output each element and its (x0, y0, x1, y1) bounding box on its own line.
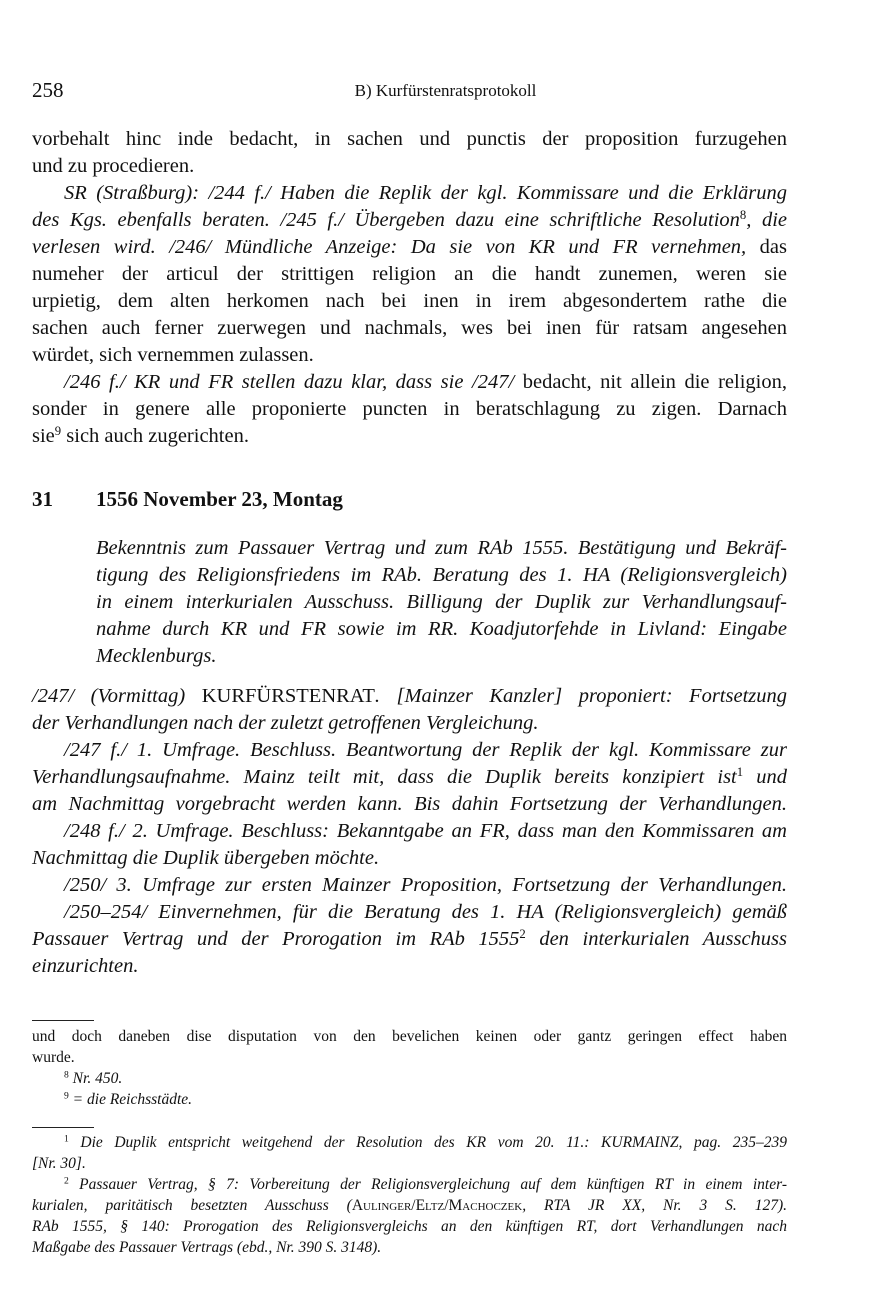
text-line (64, 180, 787, 207)
text-segment: würdet, sich vernemmen zulassen. (32, 344, 314, 366)
text-line (32, 288, 787, 315)
text-line (64, 818, 787, 845)
footnote-line (32, 1153, 787, 1174)
text-line (32, 396, 787, 423)
footnote-marker: 2 (64, 1175, 69, 1187)
text-segment: und zu procedieren. (32, 155, 195, 177)
footnote-line (64, 1174, 787, 1195)
text-line (32, 683, 787, 710)
text-segment: sachen auch ferner zuerwegen und nachmals, wes bei inen für ratsam angesehen (32, 317, 787, 339)
text-segment: /246 f./ KR und FR stellen dazu klar, dass sie /247/ (64, 371, 515, 393)
text-line (32, 764, 787, 791)
footnote-marker: 2 (519, 927, 526, 942)
text-segment: einzurichten. (32, 955, 139, 977)
text-segment: der Verhandlungen nach der zuletzt getroffenen Vergleichung. (32, 712, 539, 734)
text-segment: des Kgs. ebenfalls beraten. /245 f./ Übergeben dazu eine schriftliche Resolution (32, 209, 740, 231)
text-segment: Die Duplik entspricht weitgehend der Resolution des KR vom 20. 11.: KURMAINZ, pag. 235–239 (68, 1134, 787, 1151)
footnote-line (32, 1237, 787, 1258)
text-segment: Verhandlungsaufnahme. Mainz teilt mit, dass die Duplik bereits konzipiert ist (32, 766, 737, 788)
text-line (64, 899, 787, 926)
text-segment: /247 f./ 1. Umfrage. Beschluss. Beantwortung der Replik der kgl. Kommissare zur (64, 739, 787, 761)
text-segment: /248 f./ 2. Umfrage. Beschluss: Bekanntgabe an FR, dass man den Kommissaren am (64, 820, 787, 842)
text-segment: /247/ (Vormittag) (32, 685, 202, 707)
text-segment: sonder in genere alle proponierte puncten in beratschlagung zu zigen. Darnach (32, 398, 787, 420)
text-segment: KURFÜRSTENRAT (201, 685, 375, 707)
text-line (96, 562, 787, 589)
text-line (64, 369, 787, 396)
footnote-marker: 8 (64, 1069, 69, 1081)
footnote-line (32, 1195, 787, 1216)
text-line (32, 153, 787, 180)
text-line (96, 535, 787, 562)
page-number: 258 (32, 78, 64, 102)
text-segment: , die (746, 209, 787, 231)
section-title: 1556 November 23, Montag (96, 487, 343, 511)
text-segment: sie (32, 425, 55, 447)
text-segment: am Nachmittag vorgebracht werden kann. Bis dahin Fortsetzung der Verhandlungen. (32, 793, 787, 815)
text-line (32, 845, 787, 872)
text-segment: und doch daneben dise disputation von den bevelichen keinen oder gantz geringen effect haben (32, 1028, 787, 1045)
text-line (64, 872, 787, 899)
footnote-line (32, 1026, 787, 1047)
text-segment: Mecklenburgs. (96, 645, 217, 667)
footnote-marker: 9 (64, 1090, 69, 1102)
text-segment: tigung des Religionsfriedens im RAb. Beratung des 1. HA (Religionsvergleich) (96, 564, 787, 586)
text-segment: vorbehalt hinc inde bedacht, in sachen und punctis der proposition furzugehen (32, 128, 787, 150)
text-segment: [Nr. 30]. (32, 1155, 86, 1172)
text-segment: Passauer Vertrag, § 7: Vorbereitung der Religionsvergleichung auf dem künftigen RT in einem inter- (68, 1176, 787, 1193)
text-segment: den interkurialen Ausschuss (525, 928, 787, 950)
footnote-marker: 9 (54, 424, 62, 439)
text-segment: Maßgabe des Passauer Vertrags (ebd., Nr. 390 S. 3148). (32, 1239, 382, 1256)
text-segment: Passauer Vertrag und der Prorogation im RAb 1555 (32, 928, 520, 950)
text-segment: bedacht, nit allein die religion, (514, 371, 787, 393)
text-segment: und (743, 766, 787, 788)
text-segment: nahme durch KR und FR sowie im RR. Koadjutorfehde in Livland: Eingabe (96, 618, 787, 640)
footnote-marker: 1 (736, 765, 744, 780)
text-line (32, 926, 787, 953)
text-segment: /250/ 3. Umfrage zur ersten Mainzer Proposition, Fortsetzung der Verhandlungen. (64, 874, 787, 896)
text-segment: . [Mainzer Kanzler] proponiert: Fortsetzung (374, 685, 787, 707)
footnote-line (64, 1132, 787, 1153)
text-line (32, 342, 787, 369)
text-line (32, 710, 787, 737)
text-segment: SR (Straßburg): /244 f./ Haben die Replik der kgl. Kommissare und die Erklärung (64, 182, 787, 204)
footnote-line (32, 1216, 787, 1237)
text-line (96, 643, 787, 670)
text-line (32, 953, 787, 980)
footnote-line (64, 1089, 787, 1110)
text-line (96, 589, 787, 616)
text-segment: wurde. (32, 1049, 75, 1066)
text-segment: kurialen, paritätisch besetzten Ausschuss ( (32, 1197, 352, 1214)
text-line (32, 207, 787, 234)
text-segment: in einem interkurialen Ausschuss. Billigung der Duplik zur Verhandlungsauf- (96, 591, 787, 613)
text-line (64, 737, 787, 764)
text-segment: numeher der articul der strittigen religion an die handt zunemen, weren sie (32, 263, 787, 285)
text-segment: /250–254/ Einvernehmen, für die Beratung des 1. HA (Religionsvergleich) gemäß (64, 901, 787, 923)
footnote-rule (32, 1127, 94, 1128)
footnote-marker: 8 (739, 208, 747, 223)
text-line (32, 261, 787, 288)
text-segment: Nachmittag die Duplik übergeben möchte. (32, 847, 380, 869)
footnote-marker: 1 (64, 1133, 69, 1145)
text-line (32, 126, 787, 153)
section-number: 31 (32, 487, 53, 511)
text-segment: verlesen wird. /246/ Mündliche Anzeige: Da sie von KR und FR vernehmen, (32, 236, 747, 258)
text-segment: , RTA JR XX, Nr. 3 S. 127). (522, 1197, 787, 1214)
text-segment: Aulinger/Eltz/Machoczek (351, 1197, 523, 1214)
footnote-line (64, 1068, 787, 1089)
text-segment: das (746, 236, 787, 258)
text-segment: = die Reichsstädte. (68, 1091, 193, 1108)
text-segment: sich auch zugerichten. (61, 425, 249, 447)
text-line (96, 616, 787, 643)
text-segment: Nr. 450. (68, 1070, 123, 1087)
running-head: B) Kurfürstenratsprotokoll (354, 81, 537, 100)
text-line (32, 315, 787, 342)
text-line (32, 234, 787, 261)
footnote-rule (32, 1020, 94, 1021)
text-segment: RAb 1555, § 140: Prorogation des Religionsvergleichs an den künftigen RT, dort Verhandlungen nach (32, 1218, 787, 1235)
text-line (32, 423, 787, 450)
text-line (32, 791, 787, 818)
text-segment: urpietig, dem alten herkomen nach bei inen in irem abgesondertem rathe die (32, 290, 787, 312)
text-segment: Bekenntnis zum Passauer Vertrag und zum RAb 1555. Bestätigung und Bekräf- (96, 537, 787, 559)
footnote-line (32, 1047, 787, 1068)
